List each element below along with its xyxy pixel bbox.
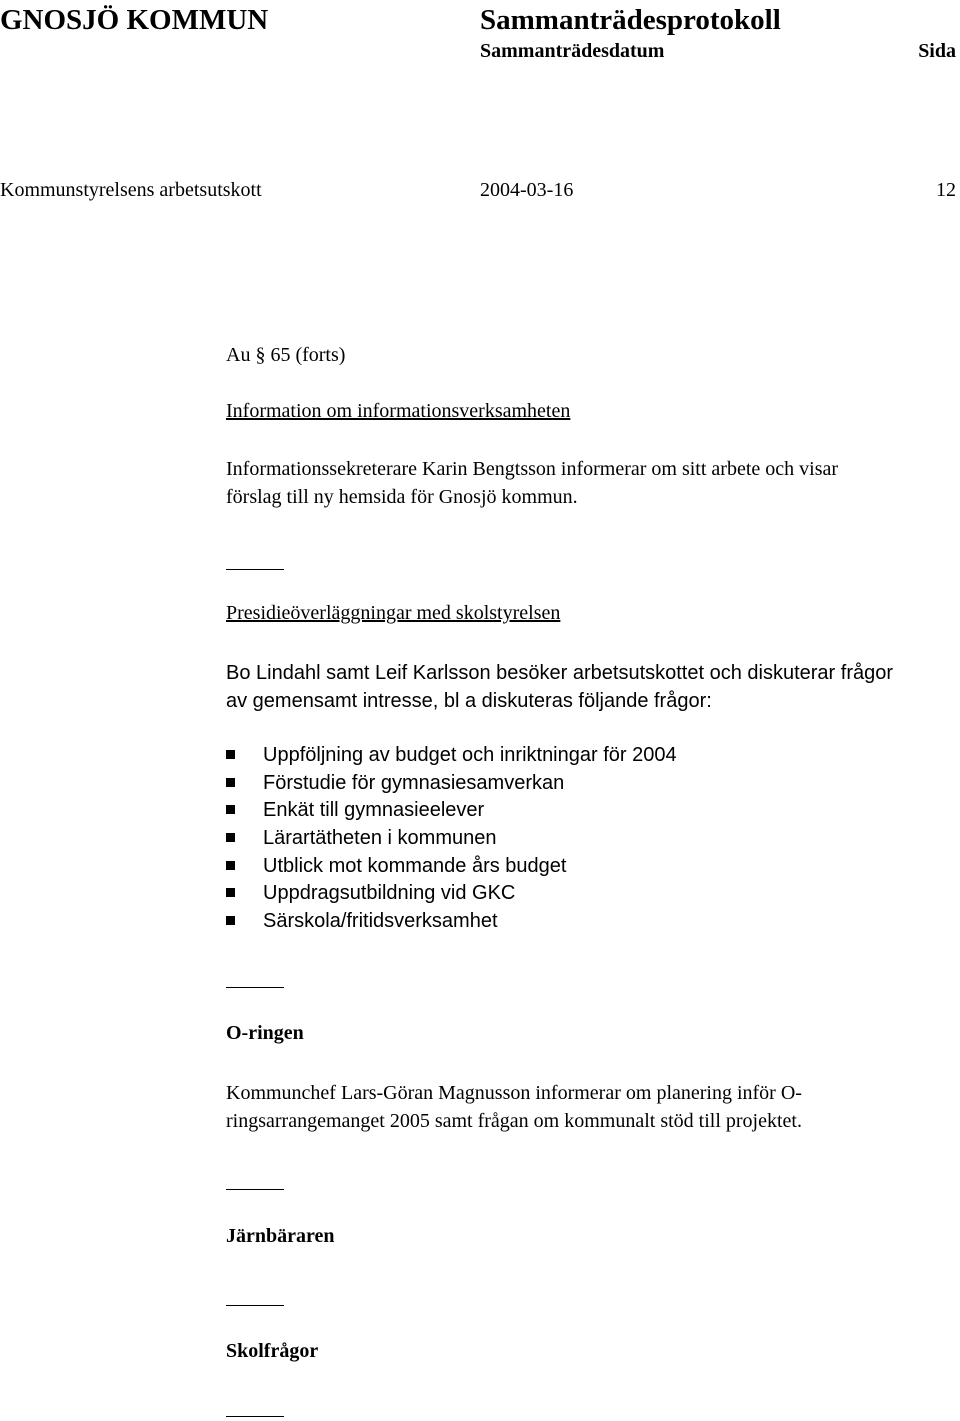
section-heading-jarnbararen: Järnbäraren xyxy=(226,1225,335,1247)
list-item-text: Uppdragsutbildning vid GKC xyxy=(263,882,516,905)
document-type: Sammanträdesprotokoll xyxy=(480,4,781,36)
list-item-text: Uppföljning av budget och inriktningar för 2004 xyxy=(263,744,677,766)
section-text-line: av gemensamt intresse, bl a diskuteras följande frågor: xyxy=(226,690,712,712)
square-bullet-icon xyxy=(226,833,235,842)
page-number: 12 xyxy=(936,179,956,201)
section-text-line: Bo Lindahl samt Leif Karlsson besöker arbetsutskottet och diskuterar frågor xyxy=(226,662,894,684)
section-heading-presidium: Presidieöverläggningar med skolstyrelsen xyxy=(226,602,561,624)
municipality-name: GNOSJÖ KOMMUN xyxy=(0,4,269,36)
section-divider xyxy=(226,1189,284,1190)
section-heading-oringen: O-ringen xyxy=(226,1022,304,1044)
paragraph-reference: Au § 65 (forts) xyxy=(226,344,346,366)
section-divider xyxy=(226,569,284,570)
list-item-text: Utblick mot kommande års budget xyxy=(263,854,567,877)
square-bullet-icon xyxy=(226,888,235,897)
section-divider xyxy=(226,987,284,988)
page-label: Sida xyxy=(918,40,956,62)
list-item-text: Förstudie för gymnasiesamverkan xyxy=(263,771,565,794)
section-heading-skolfragor: Skolfrågor xyxy=(226,1340,319,1362)
square-bullet-icon xyxy=(226,750,235,759)
section-divider xyxy=(226,1416,284,1417)
list-item-text: Lärartätheten i kommunen xyxy=(263,827,497,850)
list-item-text: Särskola/fritidsverksamhet xyxy=(263,910,498,933)
body-name: Kommunstyrelsens arbetsutskott xyxy=(0,179,262,201)
section-heading-information: Information om informationsverksamheten xyxy=(226,400,571,422)
square-bullet-icon xyxy=(226,778,235,787)
square-bullet-icon xyxy=(226,916,235,925)
meeting-date-label: Sammanträdesdatum xyxy=(480,40,665,62)
square-bullet-icon xyxy=(226,805,235,814)
section-text-line: ringsarrangemanget 2005 samt frågan om kommunalt stöd till projektet. xyxy=(226,1110,802,1132)
list-item-text: Enkät till gymnasieelever xyxy=(263,799,485,822)
square-bullet-icon xyxy=(226,861,235,870)
meeting-date: 2004-03-16 xyxy=(480,179,574,201)
section-text-line: Informationssekreterare Karin Bengtsson informerar om sitt arbete och visar xyxy=(226,458,839,480)
section-text-line: Kommunchef Lars-Göran Magnusson informerar om planering inför O- xyxy=(226,1082,802,1104)
section-text-line: förslag till ny hemsida för Gnosjö kommun. xyxy=(226,486,578,508)
section-divider xyxy=(226,1305,284,1306)
